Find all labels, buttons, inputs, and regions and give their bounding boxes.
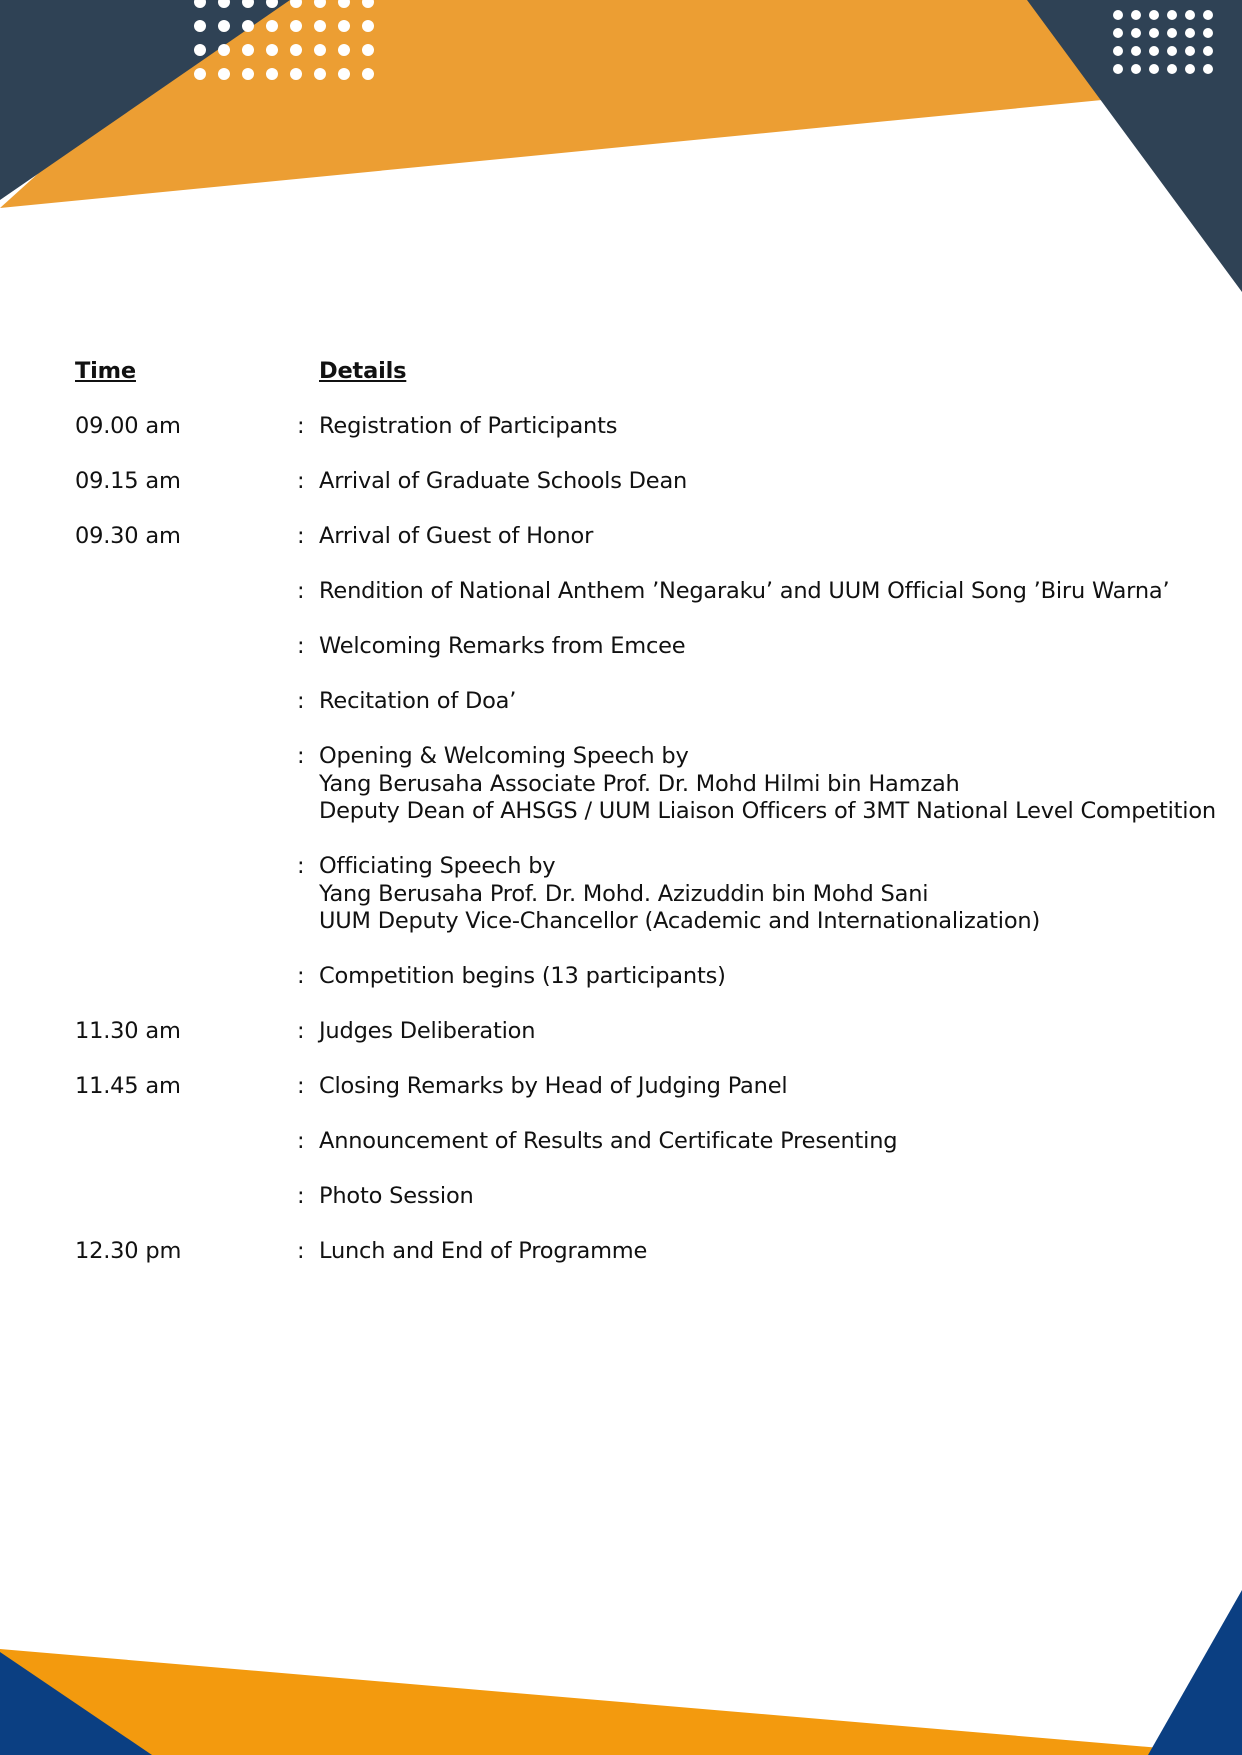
row-separator: : — [297, 1073, 305, 1099]
details-column-header: Details — [319, 358, 407, 384]
detail-line: Yang Berusaha Prof. Dr. Mohd. Azizuddin bin Mohd Sani — [319, 880, 929, 907]
decorative-dot — [1203, 28, 1213, 38]
detail-line: Closing Remarks by Head of Judging Panel — [319, 1073, 788, 1099]
detail-line: Arrival of Guest of Honor — [319, 523, 594, 549]
row-time: 12.30 pm — [75, 1238, 182, 1264]
detail-line: Competition begins (13 participants) — [319, 963, 726, 989]
row-separator: : — [297, 963, 305, 989]
schedule-row — [75, 1238, 1185, 1266]
detail-line: Welcoming Remarks from Emcee — [319, 633, 686, 659]
decorative-dot — [362, 68, 374, 80]
row-time: 09.30 am — [75, 523, 181, 549]
decorative-dot — [1185, 64, 1195, 74]
row-details — [319, 633, 1185, 661]
row-time: 11.30 am — [75, 1018, 181, 1044]
decorative-dot — [266, 20, 278, 32]
decorative-dot — [314, 20, 326, 32]
schedule-row — [75, 578, 1185, 606]
decorative-dot — [1131, 64, 1141, 74]
top-banner — [0, 0, 1242, 292]
row-separator: : — [297, 1018, 305, 1044]
decorative-dot — [1185, 28, 1195, 38]
decorative-dot — [1185, 10, 1195, 20]
decorative-dot — [1203, 46, 1213, 56]
schedule-row — [75, 1183, 1185, 1211]
decorative-dot — [1131, 10, 1141, 20]
detail-line: Judges Deliberation — [319, 1018, 536, 1044]
decorative-dot — [242, 44, 254, 56]
row-details — [319, 1018, 1185, 1046]
decorative-dot — [1113, 64, 1123, 74]
detail-line: Deputy Dean of AHSGS / UUM Liaison Officers of 3MT National Level Competition — [319, 798, 1216, 824]
schedule-row — [75, 743, 1216, 826]
decorative-dot — [194, 44, 206, 56]
decorative-dot — [1149, 64, 1159, 74]
row-details — [319, 1128, 1185, 1156]
time-column-header: Time — [75, 358, 136, 384]
decorative-dot — [266, 68, 278, 80]
decorative-dot — [218, 68, 230, 80]
row-details — [319, 963, 1185, 991]
row-time: 09.15 am — [75, 468, 181, 494]
schedule-row — [75, 1018, 1185, 1046]
row-time: 11.45 am — [75, 1073, 181, 1099]
decorative-dot — [1149, 46, 1159, 56]
detail-line: Recitation of Doa’ — [319, 688, 517, 714]
decorative-dot — [1167, 64, 1177, 74]
schedule-row — [75, 963, 1185, 991]
row-separator: : — [297, 1238, 305, 1264]
row-separator: : — [297, 468, 305, 494]
detail-line: Arrival of Graduate Schools Dean — [319, 468, 688, 494]
schedule-row — [75, 413, 1185, 441]
schedule-header — [75, 358, 1185, 413]
decorative-dot — [1203, 10, 1213, 20]
schedule-row — [75, 853, 1185, 936]
row-time — [75, 1128, 297, 1156]
schedule-row — [75, 523, 1185, 551]
decorative-dot — [1167, 46, 1177, 56]
row-details — [319, 1238, 1185, 1266]
decorative-dot — [1149, 10, 1159, 20]
decorative-dot — [338, 20, 350, 32]
row-time — [75, 1183, 297, 1211]
decorative-dot — [194, 68, 206, 80]
schedule-row — [75, 468, 1185, 496]
decorative-dot — [266, 44, 278, 56]
row-time — [75, 688, 297, 716]
schedule-rows — [75, 413, 1216, 1266]
detail-line: UUM Deputy Vice-Chancellor (Academic and Internationalization) — [319, 908, 1041, 934]
decorative-dot — [1113, 28, 1123, 38]
top-right-navy-triangle — [1027, 0, 1242, 292]
bottom-banner — [0, 1590, 1242, 1755]
row-details — [319, 523, 1185, 551]
schedule-row — [75, 688, 1185, 716]
row-details — [319, 853, 1185, 936]
detail-line: Officiating Speech by — [319, 853, 556, 879]
row-details — [319, 413, 1185, 441]
detail-line: Announcement of Results and Certificate Presenting — [319, 1128, 898, 1154]
bottom-orange-band — [0, 1649, 1242, 1755]
detail-line: Lunch and End of Programme — [319, 1238, 648, 1264]
decorative-dot — [338, 44, 350, 56]
row-details — [319, 1073, 1185, 1101]
decorative-dot — [1149, 28, 1159, 38]
decorative-dot — [290, 44, 302, 56]
decorative-dot — [1131, 28, 1141, 38]
bottom-right-blue-triangle — [1148, 1590, 1242, 1755]
decorative-dot — [194, 20, 206, 32]
decorative-dot — [362, 44, 374, 56]
row-separator: : — [297, 743, 305, 769]
detail-line: Rendition of National Anthem ’Negaraku’ and UUM Official Song ’Biru Warna’ — [319, 578, 1170, 604]
row-details — [319, 743, 1216, 826]
decorative-dot — [290, 20, 302, 32]
row-separator: : — [297, 523, 305, 549]
row-separator: : — [297, 1183, 305, 1209]
decorative-dot — [218, 20, 230, 32]
programme-schedule — [75, 358, 1216, 1293]
schedule-row — [75, 1073, 1185, 1101]
row-separator: : — [297, 688, 305, 714]
row-time: 09.00 am — [75, 413, 181, 439]
row-time — [75, 578, 297, 606]
detail-line: Photo Session — [319, 1183, 474, 1209]
decorative-dot — [1113, 46, 1123, 56]
decorative-dot — [290, 68, 302, 80]
decorative-dot — [1203, 64, 1213, 74]
row-time — [75, 633, 297, 661]
decorative-dot — [242, 20, 254, 32]
row-separator: : — [297, 578, 305, 604]
schedule-row — [75, 1128, 1185, 1156]
decorative-dot — [314, 44, 326, 56]
row-separator: : — [297, 1128, 305, 1154]
decorative-dot — [218, 44, 230, 56]
schedule-row — [75, 633, 1185, 661]
decorative-dot — [362, 20, 374, 32]
decorative-dot — [1167, 10, 1177, 20]
row-details — [319, 468, 1185, 496]
decorative-dot — [338, 68, 350, 80]
row-separator: : — [297, 853, 305, 879]
row-details — [319, 688, 1185, 716]
decorative-dot — [1131, 46, 1141, 56]
row-time — [75, 743, 297, 826]
detail-line: Opening & Welcoming Speech by — [319, 743, 689, 769]
decorative-dot — [1113, 10, 1123, 20]
detail-line: Yang Berusaha Associate Prof. Dr. Mohd Hilmi bin Hamzah — [319, 770, 960, 797]
row-time — [75, 853, 297, 936]
row-separator: : — [297, 413, 305, 439]
decorative-dot — [242, 68, 254, 80]
row-details — [319, 578, 1185, 606]
detail-line: Registration of Participants — [319, 413, 618, 439]
row-separator: : — [297, 633, 305, 659]
decorative-dot — [1185, 46, 1195, 56]
decorative-dot — [1167, 28, 1177, 38]
row-details — [319, 1183, 1185, 1211]
decorative-dot — [314, 68, 326, 80]
row-time — [75, 963, 297, 991]
